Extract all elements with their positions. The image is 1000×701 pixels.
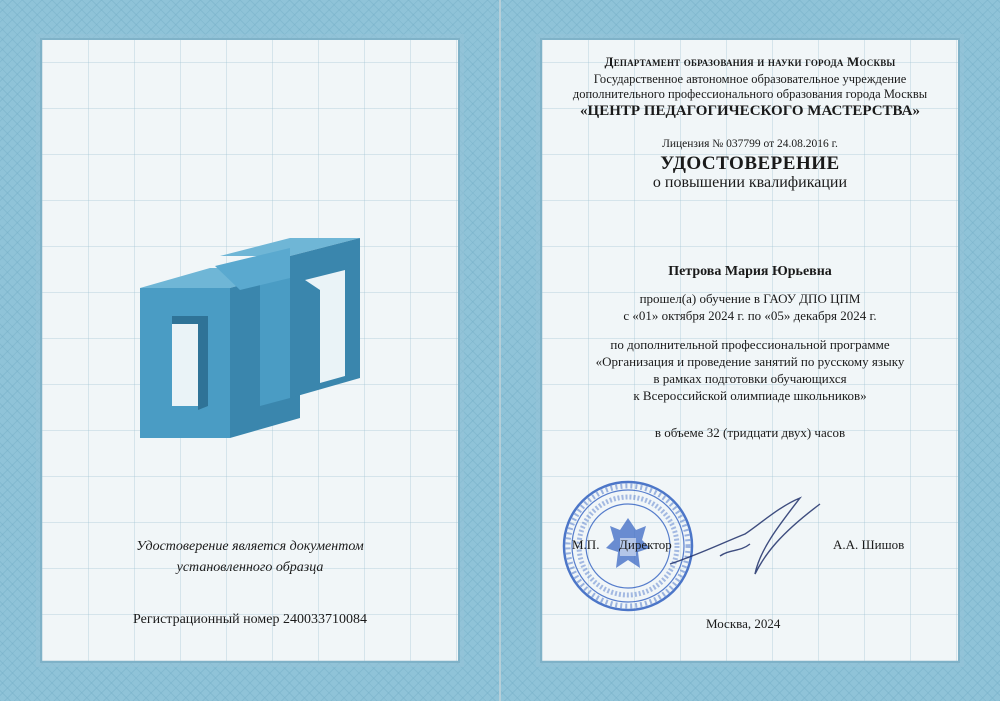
license-number: Лицензия № 037799 от 24.08.2016 г. bbox=[662, 138, 838, 150]
director-label: Директор bbox=[619, 537, 672, 552]
seal-placeholder-label: М.П. bbox=[572, 537, 600, 552]
holder-name: Петрова Мария Юрьевна bbox=[668, 264, 832, 279]
page-fold bbox=[499, 0, 501, 701]
program-line-1: по дополнительной профессиональной программе bbox=[610, 337, 890, 352]
signer-name: А.А. Шишов bbox=[833, 537, 905, 552]
city-year: Москва, 2024 bbox=[706, 616, 781, 631]
study-line-2: с «01» октября 2024 г. по «05» декабря 2024 г. bbox=[623, 308, 877, 323]
program-description bbox=[540, 336, 960, 404]
institution-name bbox=[540, 72, 960, 102]
left-note bbox=[50, 536, 450, 578]
program-line-2: «Организация и проведение занятий по русскому языку bbox=[595, 354, 905, 369]
study-line-1: прошел(а) обучение в ГАОУ ДПО ЦПМ bbox=[639, 291, 861, 306]
cpm-cube-logo-icon bbox=[140, 238, 360, 448]
institution-line-2: дополнительного профессионального образования города Москвы bbox=[572, 87, 928, 101]
certificate-title: УДОСТОВЕРЕНИЕ bbox=[660, 153, 840, 174]
institution-line-1: Государственное автономное образовательное учреждение bbox=[593, 72, 907, 86]
registration-number: Регистрационный номер 240033710084 bbox=[133, 612, 367, 627]
note-line-2: установленного образца bbox=[176, 560, 324, 575]
course-volume: в объеме 32 (тридцати двух) часов bbox=[654, 425, 846, 440]
center-name: «ЦЕНТР ПЕДАГОГИЧЕСКОГО МАСТЕРСТВА» bbox=[580, 103, 920, 119]
handwritten-signature-icon bbox=[660, 494, 830, 584]
department-heading: Департамент образования и науки города Москвы bbox=[604, 54, 896, 69]
study-period bbox=[540, 290, 960, 324]
program-line-3: в рамках подготовки обучающихся bbox=[653, 371, 847, 386]
program-line-4: к Всероссийской олимпиаде школьников» bbox=[633, 388, 867, 403]
note-line-1: Удостоверение является документом bbox=[136, 539, 364, 554]
certificate-subtitle: о повышении квалификации bbox=[652, 174, 848, 191]
